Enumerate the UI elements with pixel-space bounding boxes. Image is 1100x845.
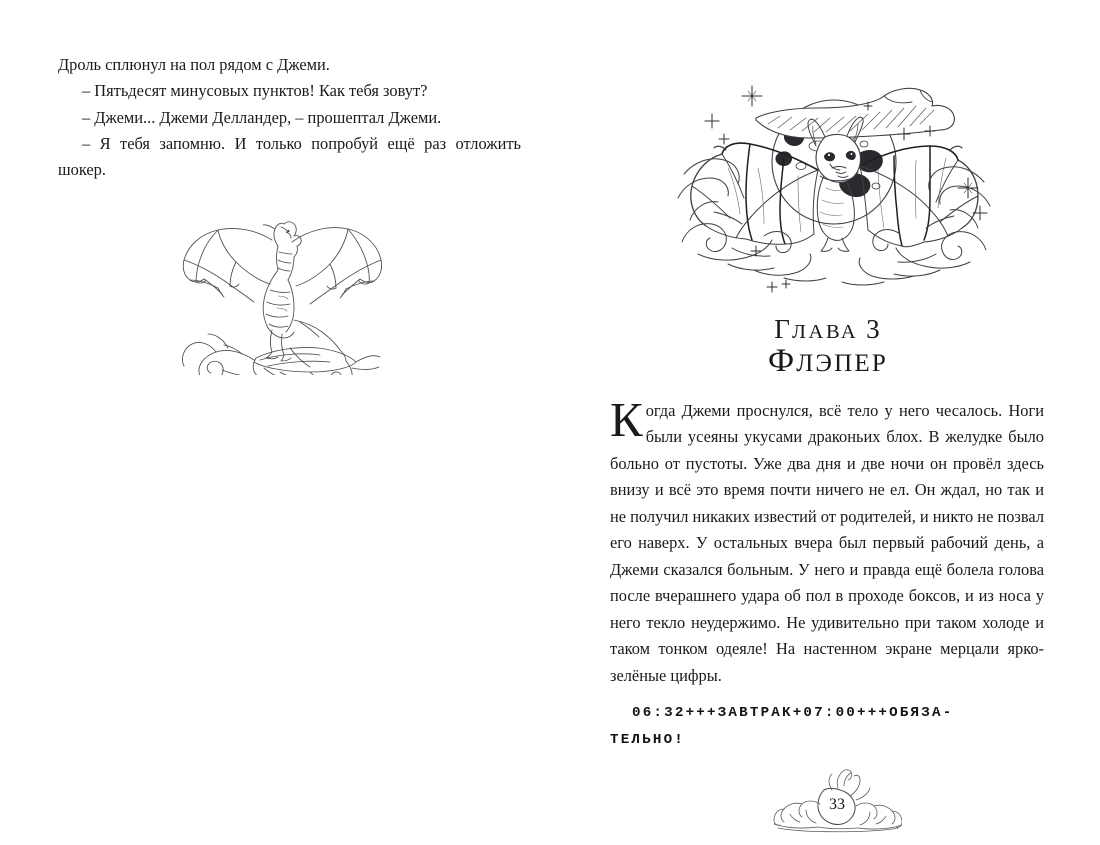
left-page-text-block	[58, 52, 521, 183]
chapter-heading	[610, 316, 1046, 379]
smoke-puff-ornament	[772, 766, 902, 834]
right-page-body-text	[610, 392, 1045, 689]
chapter-title: ФЛЭПЕР	[768, 343, 888, 379]
chapter-number: ГЛАВА 3	[774, 314, 882, 344]
page-number: 33	[829, 795, 845, 813]
screen-text-line-1: 06:32+++ЗАВТРАК+07:00+++ОБЯЗА-	[632, 705, 954, 721]
dragon-on-rock-illustration	[160, 210, 385, 375]
screen-text-line-2: ТЕЛЬНО!	[610, 732, 685, 748]
paragraph: – Джеми... Джеми Делландер, – прошептал Джеми.	[82, 107, 442, 127]
bat-with-moon-illustration	[668, 58, 998, 306]
wall-screen-display-text	[610, 700, 1050, 754]
paragraph: – Я тебя запомню. И только попробуй ещё раз отложить шокер.	[58, 133, 521, 180]
paragraph: Когда Джеми проснулся, всё тело у него чесалось. Ноги были усеяны укусами драконьих блох. В желудке было больно от пустоты. Уже два дня и две ночи он провёл здесь внизу и всё это время почти ничего не ел. Он ждал, но так и не получил никаких известий от родителей, и никто не позвал его наверх. У остальных вчера был первый рабочий день, а Джеми сказался больным. У него и правда ещё болела голова после вчерашнего удара об пол в проходе боксов, и из носа у него текло неудержимо. Не удивительно при таком холоде и таком тонком одеяле! На настенном экране мерцали ярко-зелёные цифры.	[610, 392, 1045, 685]
paragraph: – Пятьдесят минусовых пунктов! Как тебя зовут?	[82, 81, 428, 101]
paragraph: Дроль сплюнул на пол рядом с Джеми.	[58, 55, 330, 74]
